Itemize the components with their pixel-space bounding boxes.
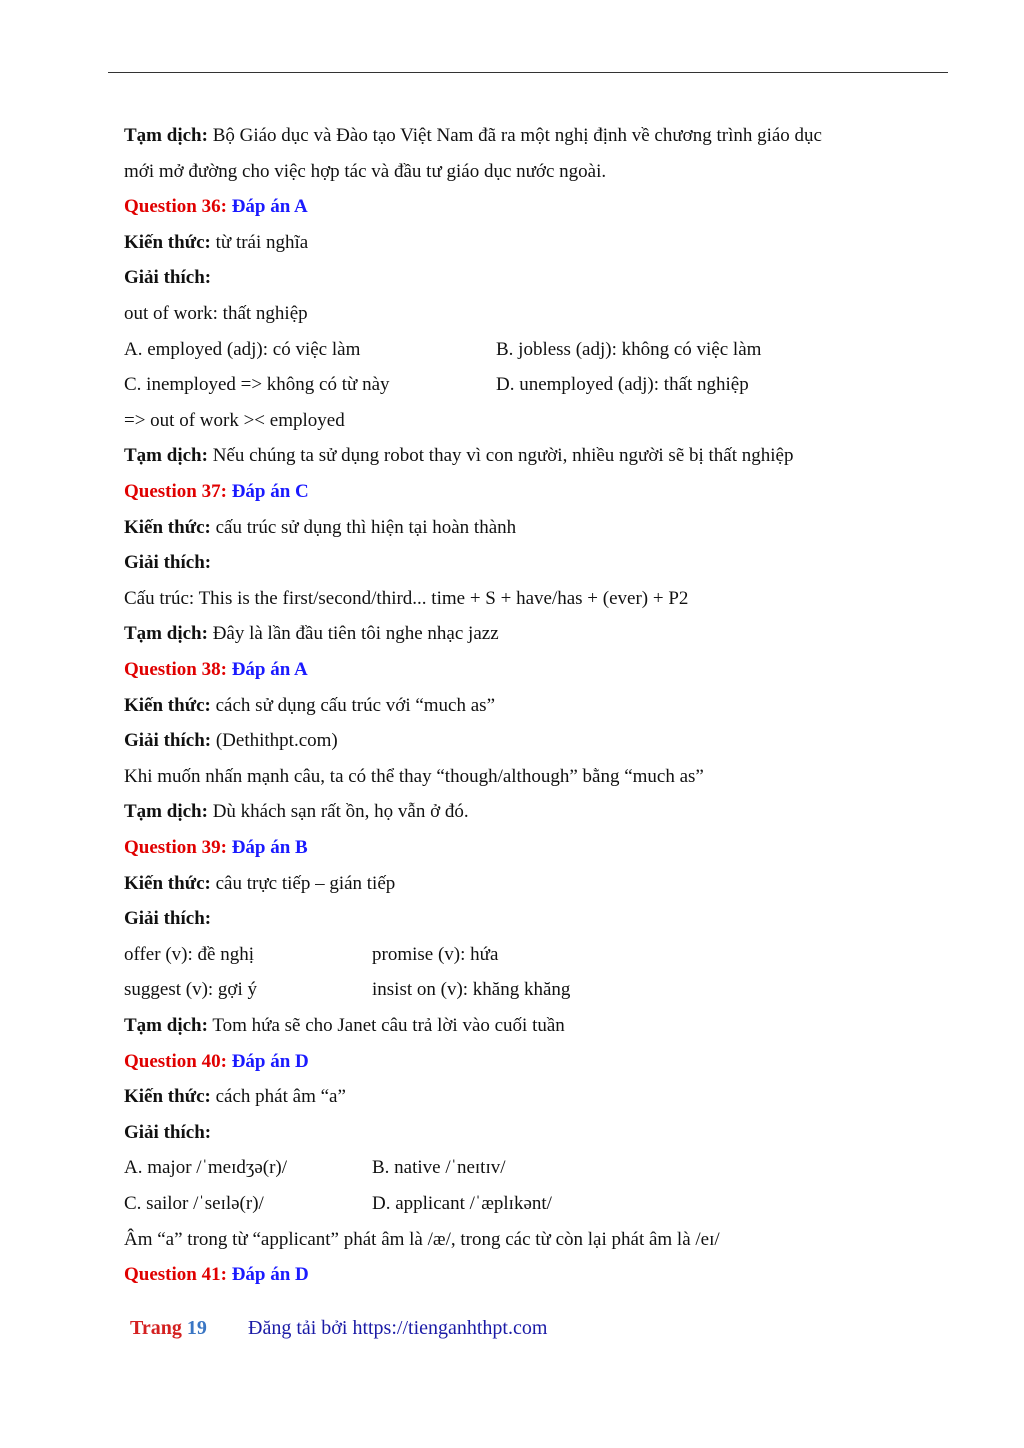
- labeled-line: [124, 510, 516, 546]
- two-column-line: [124, 1186, 552, 1222]
- option-left: A. major /ˈmeɪdʒə(r)/: [124, 1157, 288, 1179]
- two-column-line: [124, 1150, 506, 1186]
- option-right: insist on (v): khăng khăng: [372, 979, 571, 1001]
- option-right: D. applicant /ˈæplɪkənt/: [372, 1193, 552, 1214]
- line-label: Kiến thức:: [124, 872, 211, 894]
- line-text: Khi muốn nhấn mạnh câu, ta có thể thay “though/although” bằng “much as”: [124, 765, 704, 787]
- labeled-line: [124, 616, 499, 652]
- heading-label: Giải thích:: [124, 267, 212, 289]
- text-line: [124, 296, 308, 332]
- header-rule: [108, 72, 948, 73]
- labeled-line: [124, 225, 308, 261]
- line-label: Kiến thức:: [124, 516, 211, 538]
- option-right: B. native /ˈneɪtɪv/: [372, 1157, 506, 1179]
- page-number: 19: [186, 1317, 207, 1339]
- labeled-line: [124, 688, 495, 724]
- page-footer: [130, 1310, 548, 1346]
- line-text: out of work: thất nghiệp: [124, 303, 308, 324]
- labeled-line: [124, 1008, 565, 1044]
- answer-key: Đáp án D: [226, 1050, 309, 1072]
- text-line: [124, 1222, 720, 1258]
- option-left: A. employed (adj): có việc làm: [124, 338, 361, 360]
- line-text: cách phát âm “a”: [210, 1086, 346, 1108]
- line-text: Bộ Giáo dục và Đào tạo Việt Nam đã ra một nghị định về chương trình giáo dục: [207, 125, 822, 146]
- line-text: cách sử dụng cấu trúc với “much as”: [210, 694, 496, 716]
- line-text: Dù khách sạn rất ồn, họ vẫn ở đó.: [207, 801, 469, 823]
- question-header: [124, 1257, 309, 1293]
- text-line: [124, 759, 704, 795]
- line-label: Kiến thức:: [124, 694, 211, 716]
- line-text: Đây là lần đầu tiên tôi nghe nhạc jazz: [207, 623, 499, 645]
- text-line: [124, 154, 606, 190]
- option-right: B. jobless (adj): không có việc làm: [496, 338, 762, 360]
- line-text: Cấu trúc: This is the first/second/third... time + S + have/has + (ever) + P2: [124, 587, 689, 609]
- uploaded-by-text: Đăng tải bởi https://tienganhthpt.com: [248, 1317, 548, 1339]
- line-text: mới mở đường cho việc hợp tác và đầu tư giáo dục nước ngoài.: [124, 160, 607, 182]
- section-heading: [124, 1115, 211, 1151]
- labeled-line: [124, 118, 822, 154]
- answer-key: Đáp án A: [226, 196, 308, 218]
- heading-label: Giải thích:: [124, 552, 212, 574]
- option-left: C. inemployed => không có từ này: [124, 374, 390, 396]
- line-text: từ trái nghĩa: [210, 231, 309, 253]
- two-column-line: [124, 972, 571, 1008]
- line-label: Tạm dịch:: [124, 623, 208, 645]
- section-heading: [124, 545, 211, 581]
- page-label: Trang: [130, 1317, 187, 1339]
- line-text: Tom hứa sẽ cho Janet câu trả lời vào cuối tuần: [207, 1015, 565, 1036]
- heading-label: Giải thích:: [124, 1121, 212, 1143]
- line-text: => out of work >< employed: [124, 409, 345, 431]
- answer-key: Đáp án D: [226, 1264, 309, 1286]
- labeled-line: [124, 866, 395, 902]
- option-right: promise (v): hứa: [372, 943, 499, 965]
- line-text: cấu trúc sử dụng thì hiện tại hoàn thành: [210, 516, 517, 538]
- option-left: suggest (v): gợi ý: [124, 979, 258, 1001]
- two-column-line: [124, 937, 499, 973]
- line-label: Tạm dịch:: [124, 801, 208, 823]
- question-header: [124, 189, 308, 225]
- labeled-line: [124, 1079, 346, 1115]
- section-heading: [124, 901, 211, 937]
- answer-key: Đáp án C: [226, 481, 309, 502]
- line-label: Tạm dịch:: [124, 1015, 208, 1036]
- question-header: [124, 474, 309, 510]
- question-number: Question 38:: [124, 659, 227, 680]
- line-text: Âm “a” trong từ “applicant” phát âm là /æ/, trong các từ còn lại phát âm là /eɪ/: [124, 1228, 720, 1250]
- answer-key: Đáp án B: [226, 837, 308, 858]
- line-label: Giải thích:: [124, 730, 212, 752]
- line-label: Tạm dịch:: [124, 445, 208, 467]
- text-line: [124, 581, 688, 617]
- line-text: (Dethithpt.com): [211, 730, 338, 752]
- two-column-line: [124, 332, 762, 368]
- question-header: [124, 830, 308, 866]
- option-right: D. unemployed (adj): thất nghiệp: [496, 374, 749, 396]
- line-text: câu trực tiếp – gián tiếp: [210, 872, 396, 894]
- option-left: offer (v): đề nghị: [124, 943, 254, 965]
- question-header: [124, 652, 308, 688]
- line-label: Kiến thức:: [124, 1086, 211, 1108]
- question-number: Question 39:: [124, 837, 227, 858]
- question-number: Question 40:: [124, 1050, 227, 1072]
- question-number: Question 41:: [124, 1264, 227, 1286]
- labeled-line: [124, 438, 793, 474]
- question-number: Question 37:: [124, 481, 227, 502]
- two-column-line: [124, 367, 749, 403]
- line-label: Kiến thức:: [124, 231, 211, 253]
- line-label: Tạm dịch:: [124, 125, 208, 146]
- line-text: Nếu chúng ta sử dụng robot thay vì con người, nhiều người sẽ bị thất nghiệp: [207, 445, 794, 467]
- labeled-line: [124, 794, 469, 830]
- answer-key: Đáp án A: [226, 659, 308, 680]
- option-left: C. sailor /ˈseɪlə(r)/: [124, 1193, 264, 1214]
- question-header: [124, 1044, 309, 1080]
- heading-label: Giải thích:: [124, 908, 212, 930]
- section-heading: [124, 260, 211, 296]
- text-line: [124, 403, 345, 439]
- labeled-line: [124, 723, 338, 759]
- question-number: Question 36:: [124, 196, 227, 218]
